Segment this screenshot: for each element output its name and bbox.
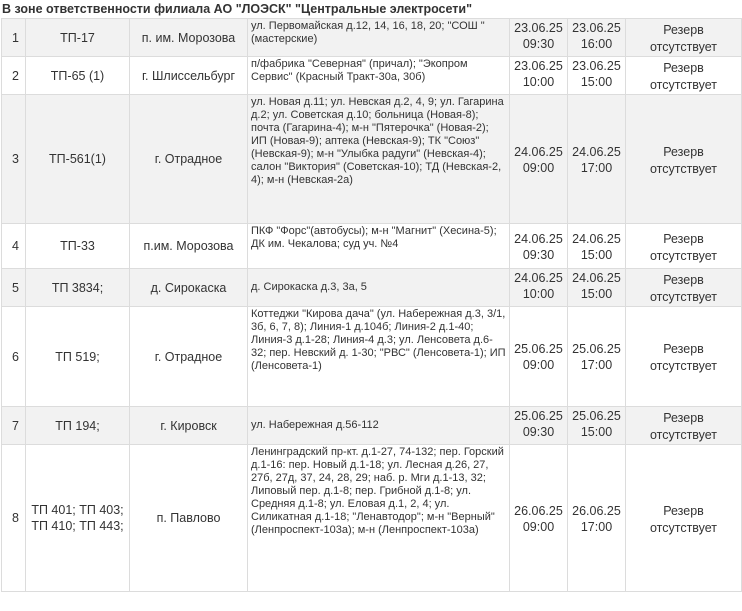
substation-name: ТП 401; ТП 403; [31,503,124,517]
end-date: 25.06.25 [572,409,621,423]
end-date: 24.06.25 [572,231,621,246]
reserve-note-cell [626,445,742,592]
substation-cell [26,445,130,592]
start-time: 09:30 [522,37,555,51]
locality-cell: г. Кировск [130,407,248,445]
end-datetime-cell [568,445,626,592]
outage-table [1,18,742,592]
end-datetime-cell [568,407,626,445]
reserve-note-line: отсутствует [649,78,718,92]
start-date: 23.06.25 [514,21,563,35]
end-datetime-cell [568,269,626,307]
row-number: 6 [2,307,26,407]
row-number: 4 [2,224,26,269]
substation-cell [26,57,130,95]
end-time: 15:00 [580,247,613,262]
end-time: 17:00 [580,519,613,534]
reserve-note-cell [626,269,742,307]
start-date: 23.06.25 [514,59,563,73]
locality-cell: п. Павлово [130,445,248,592]
address-cell: ул. Набережная д.56-112 [248,407,510,445]
substation-cell [26,307,130,407]
substation-cell [26,269,130,307]
reserve-note-line: Резерв [663,61,704,75]
locality-cell: г. Шлиссельбург [130,57,248,95]
substation-name: ТП 3834; [51,280,104,295]
reserve-note-line: отсутствует [649,428,718,442]
table-row [2,224,742,269]
end-datetime-cell [568,307,626,407]
substation-name: ТП 519; [55,349,100,364]
start-date: 24.06.25 [514,144,563,159]
end-date: 24.06.25 [572,271,621,285]
address-cell: д. Сирокаска д.3, 3а, 5 [248,269,510,307]
end-time: 17:00 [580,358,613,372]
end-time: 15:00 [580,287,613,301]
start-datetime-cell [510,224,568,269]
start-datetime-cell [510,269,568,307]
start-datetime-cell [510,407,568,445]
reserve-note-line: отсутствует [649,161,718,176]
start-time: 09:00 [522,160,555,175]
reserve-note-line: отсутствует [649,40,718,54]
table-row [2,307,742,407]
end-date: 23.06.25 [572,59,621,73]
substation-name: ТП 194; [55,418,100,433]
reserve-note-line: отсутствует [649,359,718,373]
locality-cell: д. Сирокаска [130,269,248,307]
substation-name: ТП-65 (1) [50,68,105,83]
locality-cell: г. Отрадное [130,307,248,407]
end-datetime-cell [568,19,626,57]
reserve-note-line: отсутствует [649,520,718,535]
substation-name: ТП-561(1) [49,152,106,166]
reserve-note-cell [626,57,742,95]
reserve-note-cell [626,307,742,407]
end-datetime-cell [568,57,626,95]
start-time: 10:00 [522,75,555,89]
reserve-note-line: Резерв [663,23,704,37]
substation-cell [26,95,130,224]
locality-cell: п. им. Морозова [130,19,248,57]
reserve-note-cell [626,224,742,269]
start-datetime-cell [510,445,568,592]
reserve-note-cell [626,19,742,57]
end-time: 16:00 [580,37,613,51]
reserve-note-line: Резерв [663,144,704,159]
address-cell: п/фабрика "Северная" (причал); "Экопром Сервис" (Красный Тракт-30а, 30б) [248,57,510,95]
start-date: 24.06.25 [514,271,563,285]
address-cell: ул. Новая д.11; ул. Невская д.2, 4, 9; ул. Гагарина д.2; ул. Советская д.10; больница (Новая-8); почта (Гагарина-4); м-н "Пятерочка" (Новая-2); ИП (Новая-9); аптека (Невская-9); ТК "Союз" (Невская-9); м-н "Улыбка радуги" (Невская-4); салон "Виктория" (Советская-10); ТД (Невская-2, 4); м-н (Невская-2а) [248,95,510,224]
end-date: 24.06.25 [572,144,621,159]
locality-cell: г. Отрадное [130,95,248,224]
start-date: 26.06.25 [514,503,563,518]
end-datetime-cell [568,224,626,269]
row-number: 7 [2,407,26,445]
start-datetime-cell [510,95,568,224]
reserve-note-line: Резерв [663,503,704,518]
substation-name: ТП-17 [60,30,95,45]
table-row [2,19,742,57]
row-number: 1 [2,19,26,57]
reserve-note-line: отсутствует [649,248,718,263]
start-datetime-cell [510,57,568,95]
start-datetime-cell [510,307,568,407]
address-cell: ПКФ "Форс"(автобусы); м-н "Магнит" (Хесина-5); ДК им. Чекалова; суд уч. №4 [248,224,510,269]
reserve-note-line: Резерв [663,273,704,287]
end-date: 25.06.25 [572,342,621,356]
table-row [2,269,742,307]
address-cell: Ленинградский пр-кт. д.1-27, 74-132; пер. Горский д.1-16: пер. Новый д.1-18; ул. Лесная д.26, 27, 27б, 27д, 37, 24, 28, 29; наб. р. Мги д.1-13, 32; Липовый пер. д.1-8; пер. Грибной д.1-8; ул. Средняя д.1-8; ул. Еловая д.1, 2, 4; ул. Силикатная д.1-18; "Ленавтодор"; м-н "Верный" (Ленпроспект-103а); м-н (Ленпроспект-103а) [248,445,510,592]
table-row [2,407,742,445]
end-time: 15:00 [580,75,613,89]
table-row [2,57,742,95]
reserve-note-line: Резерв [663,411,704,425]
table-row [2,445,742,592]
start-time: 09:30 [522,247,555,262]
start-time: 09:30 [522,425,555,439]
table-row [2,95,742,224]
row-number: 5 [2,269,26,307]
row-number: 3 [2,95,26,224]
start-time: 09:00 [522,519,555,534]
substation-name: ТП-33 [60,239,95,253]
end-date: 23.06.25 [572,21,621,35]
start-time: 09:00 [522,358,555,372]
end-time: 17:00 [580,160,613,175]
locality-cell: п.им. Морозова [130,224,248,269]
start-date: 24.06.25 [514,231,563,246]
substation-cell [26,407,130,445]
row-number: 8 [2,445,26,592]
section-heading: В зоне ответственности филиала АО "ЛОЭСК" "Центральные электросети" [2,2,473,16]
substation-cell [26,19,130,57]
end-date: 26.06.25 [572,503,621,518]
reserve-note-line: Резерв [663,342,704,356]
start-datetime-cell [510,19,568,57]
reserve-note-cell [626,407,742,445]
address-cell: Коттеджи "Кирова дача" (ул. Набережная д.3, 3/1, 3б, 6, 7, 8); Линия-1 д.104б; Линия-2 д.1-40; Линия-3 д.1-28; Линия-4 д.3; ул. Ленсовета д.6-32; пер. Невский д. 1-30; "РВС" (Ленсовета-1); ИП (Ленсовета-1) [248,307,510,407]
substation-name: ТП 410; ТП 443; [31,519,124,533]
reserve-note-line: отсутствует [649,290,718,304]
reserve-note-line: Резерв [663,231,704,246]
start-time: 10:00 [522,287,555,301]
row-number: 2 [2,57,26,95]
substation-cell [26,224,130,269]
reserve-note-cell [626,95,742,224]
end-datetime-cell [568,95,626,224]
address-cell: ул. Первомайская д.12, 14, 16, 18, 20; "СОШ " (мастерские) [248,19,510,57]
start-date: 25.06.25 [514,409,563,423]
end-time: 15:00 [580,425,613,439]
start-date: 25.06.25 [514,342,563,356]
